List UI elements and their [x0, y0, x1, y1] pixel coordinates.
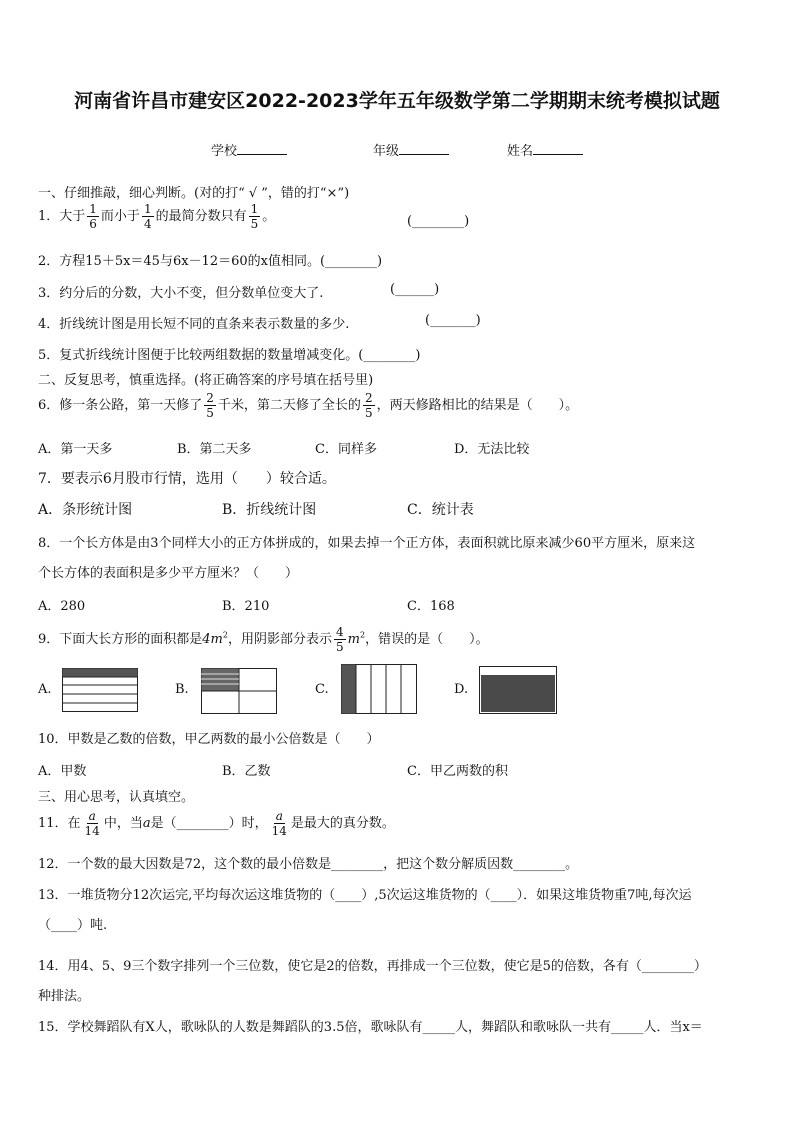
question-15: 15．学校舞蹈队有X人，歌咏队的人数是舞蹈队的3.5倍，歌咏队有_____人，舞蹈队和歌咏队一共有_____人．当x＝: [38, 1020, 703, 1035]
question-6-option-b[interactable]: B．第二天多: [177, 442, 252, 457]
figure-d-shaded: [479, 666, 557, 714]
question-14-line-1: 14．用4、5、9三个数字排列一个三位数，使它是2的倍数，再排成一个三位数，使它是5的倍数，各有（________）: [38, 959, 707, 974]
question-6-option-c[interactable]: C．同样多: [315, 442, 377, 457]
question-7: 7．要表示6月股市行情，选用（ ）较合适。: [38, 471, 336, 487]
question-11: 11．在 $\frac{a}{14}$ 中，当a是（________）时， $\frac{a}{14}$ 是最大的真分数。: [38, 809, 395, 838]
question-1-answer-blank[interactable]: (________): [407, 214, 470, 229]
question-6-option-a[interactable]: A．第一天多: [38, 442, 113, 457]
question-8-line-1: 8．一个长方体是由3个同样大小的正方体拼成的，如果去掉一个正方体，表面积就比原来减少60平方厘米，原来这: [38, 536, 696, 551]
question-7-option-b[interactable]: B．折线统计图: [222, 502, 317, 518]
question-9-option-a[interactable]: A.: [38, 682, 52, 697]
figure-b-split: [201, 668, 277, 714]
question-2: 2．方程15＋5x＝45与6x－12＝60的x值相同。(________): [38, 254, 383, 269]
question-10: 10．甲数是乙数的倍数，甲乙两数的最小公倍数是（ ）: [38, 732, 380, 747]
question-8-line-2: 个长方体的表面积是多少平方厘米？（ ）: [38, 566, 299, 581]
question-3: 3．约分后的分数，大小不变，但分数单位变大了.: [38, 286, 324, 301]
figure-a-stripes: [62, 668, 138, 712]
question-9-option-b[interactable]: B.: [175, 682, 189, 697]
school-label: 学校: [211, 144, 238, 159]
question-10-option-c[interactable]: C．甲乙两数的积: [407, 764, 508, 779]
school-field[interactable]: [211, 140, 287, 159]
question-13-line-2: （____）吨.: [38, 918, 108, 933]
question-10-option-b[interactable]: B．乙数: [222, 764, 271, 779]
question-10-option-a[interactable]: A．甲数: [38, 764, 87, 779]
question-7-option-c[interactable]: C．统计表: [407, 502, 474, 518]
question-9-option-d[interactable]: D.: [454, 682, 469, 697]
question-6-option-d[interactable]: D．无法比较: [454, 442, 530, 457]
figure-c-columns: [341, 664, 417, 714]
question-12: 12．一个数的最大因数是72，这个数的最小倍数是________，把这个数分解质因数________。: [38, 857, 579, 872]
section-3-heading: 三、用心思考，认真填空。: [38, 790, 195, 805]
question-3-answer-blank[interactable]: (______): [390, 282, 440, 297]
grade-label: 年级: [373, 144, 400, 159]
name-label: 姓名: [507, 144, 534, 159]
question-6: 6．修一条公路，第一天修了 $\frac{2}{5}$ 千米，第二天修了全长的 $\frac{2}{5}$ ，两天修路相比的结果是（ ）。: [38, 391, 579, 420]
question-8-option-b[interactable]: B．210: [222, 599, 270, 614]
section-2-heading: 二、反复思考，慎重选择。(将正确答案的序号填在括号里): [38, 373, 374, 388]
question-4: 4．折线统计图是用长短不同的直条来表示数量的多少.: [38, 317, 350, 332]
question-7-option-a[interactable]: A．条形统计图: [38, 502, 133, 518]
grade-field[interactable]: [373, 140, 449, 159]
question-5: 5．复式折线统计图便于比较两组数据的数量增减变化。(________): [38, 348, 421, 363]
section-1-heading: 一、仔细推敲，细心判断。(对的打“ √ ”，错的打“×”): [38, 186, 350, 201]
question-8-option-c[interactable]: C．168: [407, 599, 455, 614]
question-9: 9．下面大长方形的面积都是$4m^2$，用阴影部分表示 $\frac{4}{5}$ $m^2$，错误的是（ ）。: [38, 625, 489, 654]
name-field[interactable]: [507, 140, 583, 159]
question-9-option-c[interactable]: C.: [315, 682, 329, 697]
page-title: 河南省许昌市建安区2022-2023学年五年级数学第二学期期末统考模拟试题: [74, 90, 720, 112]
question-13-line-1: 13．一堆货物分12次运完,平均每次运这堆货物的（____）,5次运这堆货物的（____）．如果这堆货物重7吨,每次运: [38, 888, 692, 903]
question-14-line-2: 种排法。: [38, 989, 91, 1004]
question-4-answer-blank[interactable]: (_______): [425, 313, 481, 328]
question-8-option-a[interactable]: A．280: [38, 599, 86, 614]
question-1: 1．大于 $\frac{1}{6}$ 而小于 $\frac{1}{4}$ 的最简分数只有 $\frac{1}{5}$ 。: [38, 202, 276, 231]
